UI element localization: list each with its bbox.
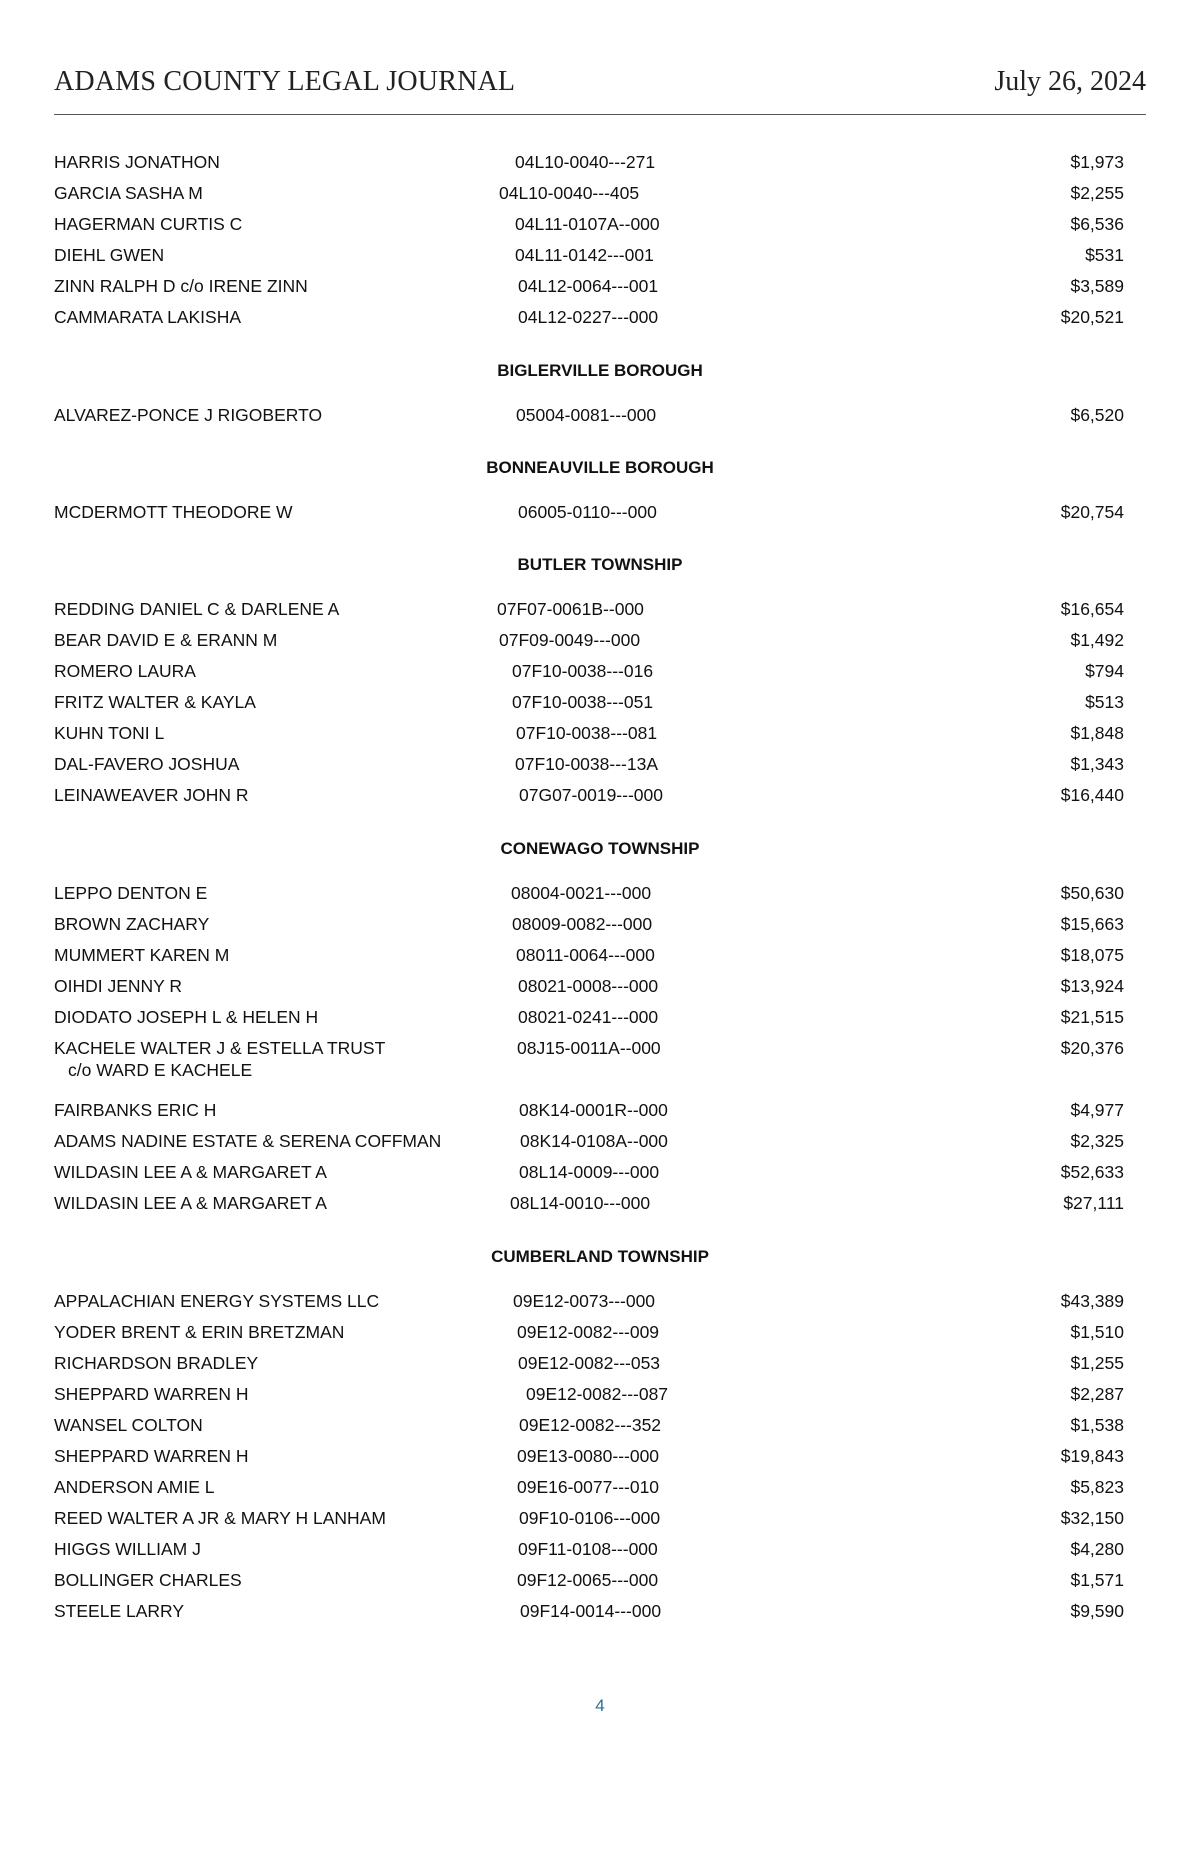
owner-name — [54, 944, 229, 966]
section-heading: CONEWAGO TOWNSHIP — [500, 839, 700, 858]
listing-row — [0, 1130, 1200, 1154]
listing-row — [0, 275, 1200, 299]
owner-name-text: REDDING DANIEL C & DARLENE A — [54, 599, 340, 619]
owner-name — [54, 306, 241, 328]
owner-name — [54, 1476, 214, 1498]
owner-name — [54, 1006, 318, 1028]
owner-name — [54, 1445, 248, 1467]
owner-name-text: ZINN RALPH D c/o IRENE ZINN — [54, 276, 308, 296]
owner-name-text: FAIRBANKS ERIC H — [54, 1100, 217, 1120]
owner-name-text: BEAR DAVID E & ERANN M — [54, 630, 278, 650]
amount-due: $19,843 — [1060, 1446, 1124, 1466]
parcel-number: 04L10-0040---405 — [499, 183, 640, 203]
section-heading: CUMBERLAND TOWNSHIP — [491, 1247, 709, 1266]
owner-name-text: WANSEL COLTON — [54, 1415, 203, 1435]
listing-row — [0, 660, 1200, 684]
parcel-number: 08004-0021---000 — [511, 883, 652, 903]
owner-name-text: SHEPPARD WARREN H — [54, 1446, 249, 1466]
owner-name-text: LEINAWEAVER JOHN R — [54, 785, 249, 805]
listing-row — [0, 1161, 1200, 1185]
listing-row — [0, 882, 1200, 906]
parcel-number: 09F12-0065---000 — [517, 1570, 659, 1590]
owner-name — [54, 1321, 344, 1343]
listing-row — [0, 1445, 1200, 1469]
owner-name-text: KUHN TONI L — [54, 723, 165, 743]
owner-name — [54, 1352, 258, 1374]
listing-row — [0, 1414, 1200, 1438]
owner-name-text: WILDASIN LEE A & MARGARET A — [54, 1162, 327, 1182]
amount-due: $794 — [1085, 661, 1124, 681]
owner-name — [54, 213, 242, 235]
amount-due: $27,111 — [1063, 1193, 1124, 1213]
owner-name-text: HIGGS WILLIAM J — [54, 1539, 201, 1559]
amount-due: $1,848 — [1070, 723, 1124, 743]
parcel-number: 07G07-0019---000 — [519, 785, 663, 805]
parcel-number: 06005-0110---000 — [518, 502, 657, 522]
amount-due: $2,325 — [1070, 1131, 1124, 1151]
listing-row — [0, 1538, 1200, 1562]
listing-row — [0, 1352, 1200, 1376]
section-heading: BONNEAUVILLE BOROUGH — [486, 458, 714, 477]
section-heading: BUTLER TOWNSHIP — [517, 555, 683, 574]
parcel-number: 08021-0008---000 — [518, 976, 659, 996]
owner-name-text: HAGERMAN CURTIS C — [54, 214, 243, 234]
owner-name-text: MCDERMOTT THEODORE W — [54, 502, 293, 522]
listing-row — [0, 913, 1200, 937]
parcel-number: 08011-0064---000 — [516, 945, 655, 965]
owner-name-text: OIHDI JENNY R — [54, 976, 183, 996]
amount-due: $4,280 — [1070, 1539, 1124, 1559]
listing-row — [0, 1037, 1200, 1080]
amount-due: $2,255 — [1070, 183, 1124, 203]
amount-due: $21,515 — [1060, 1007, 1124, 1027]
parcel-number: 04L10-0040---271 — [515, 152, 656, 172]
listing-row — [0, 691, 1200, 715]
listing-row — [0, 213, 1200, 237]
care-of-line: c/o WARD E KACHELE — [68, 1060, 253, 1080]
owner-name — [54, 501, 293, 523]
journal-title: ADAMS COUNTY LEGAL JOURNAL — [54, 66, 516, 97]
amount-due: $18,075 — [1060, 945, 1124, 965]
parcel-number: 09E12-0082---053 — [518, 1353, 661, 1373]
parcel-number: 04L11-0107A--000 — [515, 214, 660, 234]
owner-name-text: MUMMERT KAREN M — [54, 945, 230, 965]
amount-due: $1,973 — [1070, 152, 1124, 172]
owner-name — [54, 1290, 379, 1312]
parcel-number: 09E16-0077---010 — [517, 1477, 660, 1497]
amount-due: $20,521 — [1060, 307, 1124, 327]
listing-row — [0, 722, 1200, 746]
owner-name-text: DIEHL GWEN — [54, 245, 165, 265]
amount-due: $1,571 — [1070, 1570, 1124, 1590]
amount-due: $32,150 — [1060, 1508, 1124, 1528]
amount-due: $1,255 — [1070, 1353, 1124, 1373]
owner-name — [54, 182, 203, 204]
listing-row — [0, 1290, 1200, 1314]
parcel-number: 07F10-0038---016 — [512, 661, 654, 681]
owner-name-text: ALVAREZ-PONCE J RIGOBERTO — [54, 405, 323, 425]
listing-row — [0, 244, 1200, 268]
amount-due: $3,589 — [1070, 276, 1124, 296]
amount-due: $43,389 — [1060, 1291, 1124, 1311]
listing-row — [0, 1600, 1200, 1624]
owner-name-text: ROMERO LAURA — [54, 661, 196, 681]
parcel-number: 09E13-0080---000 — [517, 1446, 660, 1466]
owner-name-text: LEPPO DENTON E — [54, 883, 208, 903]
parcel-number: 04L11-0142---001 — [515, 245, 654, 265]
owner-name-text: WILDASIN LEE A & MARGARET A — [54, 1193, 327, 1213]
owner-name-text: APPALACHIAN ENERGY SYSTEMS LLC — [54, 1291, 380, 1311]
amount-due: $2,287 — [1070, 1384, 1124, 1404]
listing-row — [0, 1476, 1200, 1500]
amount-due: $20,754 — [1060, 502, 1124, 522]
listing-row — [0, 1321, 1200, 1345]
listing-row — [0, 1099, 1200, 1123]
parcel-number: 08J15-0011A--000 — [517, 1038, 661, 1058]
listing-row — [0, 1507, 1200, 1531]
listing-row — [0, 1006, 1200, 1030]
parcel-number: 04L12-0064---001 — [518, 276, 659, 296]
amount-due: $52,633 — [1060, 1162, 1124, 1182]
amount-due: $1,510 — [1070, 1322, 1124, 1342]
listing-row — [0, 598, 1200, 622]
owner-name — [54, 753, 239, 775]
amount-due: $20,376 — [1060, 1038, 1124, 1058]
owner-name-text: ANDERSON AMIE L — [54, 1477, 215, 1497]
section-heading: BIGLERVILLE BOROUGH — [497, 361, 703, 380]
owner-name — [54, 1192, 327, 1214]
parcel-number: 05004-0081---000 — [516, 405, 657, 425]
listing-row — [0, 151, 1200, 175]
parcel-number: 08K14-0001R--000 — [519, 1100, 668, 1120]
parcel-number: 07F10-0038---13A — [515, 754, 658, 774]
owner-name — [54, 1161, 327, 1183]
amount-due: $15,663 — [1060, 914, 1124, 934]
owner-name — [54, 151, 220, 173]
amount-due: $1,538 — [1070, 1415, 1124, 1435]
parcel-number: 07F09-0049---000 — [499, 630, 641, 650]
owner-name-text: RICHARDSON BRADLEY — [54, 1353, 259, 1373]
parcel-number: 09F10-0106---000 — [519, 1508, 661, 1528]
amount-due: $531 — [1085, 245, 1124, 265]
amount-due: $4,977 — [1070, 1100, 1124, 1120]
listing-row — [0, 1383, 1200, 1407]
owner-name — [54, 784, 248, 806]
listing-row — [0, 1569, 1200, 1593]
amount-due: $5,823 — [1070, 1477, 1124, 1497]
parcel-number: 09F14-0014---000 — [520, 1601, 662, 1621]
parcel-number: 08021-0241---000 — [518, 1007, 659, 1027]
parcel-number: 07F10-0038---081 — [516, 723, 658, 743]
amount-due: $16,654 — [1060, 599, 1124, 619]
amount-due: $9,590 — [1070, 1601, 1124, 1621]
amount-due: $13,924 — [1060, 976, 1124, 996]
amount-due: $16,440 — [1060, 785, 1124, 805]
owner-name-text: FRITZ WALTER & KAYLA — [54, 692, 256, 712]
owner-name — [54, 1538, 201, 1560]
listing-row — [0, 306, 1200, 330]
listing-row — [0, 629, 1200, 653]
owner-name — [54, 913, 209, 935]
owner-name — [54, 1414, 203, 1436]
owner-name — [54, 660, 196, 682]
owner-name — [54, 1507, 386, 1529]
owner-name-text: BOLLINGER CHARLES — [54, 1570, 242, 1590]
owner-name-text: STEELE LARRY — [54, 1601, 185, 1621]
owner-name — [54, 1600, 184, 1622]
owner-name — [54, 275, 308, 297]
listing-row — [0, 404, 1200, 428]
owner-name-text: SHEPPARD WARREN H — [54, 1384, 249, 1404]
issue-date: July 26, 2024 — [994, 66, 1146, 97]
amount-due: $6,520 — [1070, 405, 1124, 425]
parcel-number: 09E12-0073---000 — [513, 1291, 656, 1311]
owner-name — [54, 975, 182, 997]
owner-name-text: ADAMS NADINE ESTATE & SERENA COFFMAN — [54, 1131, 442, 1151]
owner-name — [54, 882, 207, 904]
listing-row — [0, 753, 1200, 777]
listing-row — [0, 975, 1200, 999]
listing-row — [0, 944, 1200, 968]
parcel-number: 07F10-0038---051 — [512, 692, 654, 712]
amount-due: $50,630 — [1060, 883, 1124, 903]
owner-name-text: REED WALTER A JR & MARY H LANHAM — [54, 1508, 386, 1528]
parcel-number: 08L14-0009---000 — [519, 1162, 660, 1182]
page-number: 4 — [595, 1696, 605, 1715]
owner-name — [54, 722, 164, 744]
owner-name-text: YODER BRENT & ERIN BRETZMAN — [54, 1322, 345, 1342]
parcel-number: 07F07-0061B--000 — [497, 599, 644, 619]
owner-name — [54, 1099, 216, 1121]
parcel-number: 08L14-0010---000 — [510, 1193, 651, 1213]
owner-name-text: BROWN ZACHARY — [54, 914, 210, 934]
owner-name-text: HARRIS JONATHON — [54, 152, 220, 172]
listing-row — [0, 182, 1200, 206]
parcel-number: 09E12-0082---352 — [519, 1415, 662, 1435]
owner-name — [54, 1130, 441, 1152]
parcel-number: 09E12-0082---087 — [526, 1384, 669, 1404]
amount-due: $1,492 — [1070, 630, 1124, 650]
parcel-number: 08009-0082---000 — [512, 914, 653, 934]
amount-due: $513 — [1085, 692, 1124, 712]
owner-name — [54, 1383, 248, 1405]
owner-name-text: DIODATO JOSEPH L & HELEN H — [54, 1007, 319, 1027]
owner-name — [54, 629, 277, 651]
owner-name — [54, 404, 322, 426]
parcel-number: 09F11-0108---000 — [518, 1539, 658, 1559]
listing-row — [0, 501, 1200, 525]
owner-name-text: DAL-FAVERO JOSHUA — [54, 754, 240, 774]
listing-row — [0, 784, 1200, 808]
owner-name — [54, 1569, 242, 1591]
listing-row — [0, 1192, 1200, 1216]
amount-due: $1,343 — [1070, 754, 1124, 774]
parcel-number: 08K14-0108A--000 — [520, 1131, 668, 1151]
owner-name — [54, 1037, 385, 1081]
parcel-number: 04L12-0227---000 — [518, 307, 659, 327]
owner-name — [54, 244, 164, 266]
owner-name — [54, 691, 256, 713]
owner-name-text: CAMMARATA LAKISHA — [54, 307, 242, 327]
parcel-number: 09E12-0082---009 — [517, 1322, 660, 1342]
owner-name-text: KACHELE WALTER J & ESTELLA TRUST — [54, 1038, 386, 1058]
amount-due: $6,536 — [1070, 214, 1124, 234]
owner-name — [54, 598, 339, 620]
owner-name-text: GARCIA SASHA M — [54, 183, 203, 203]
